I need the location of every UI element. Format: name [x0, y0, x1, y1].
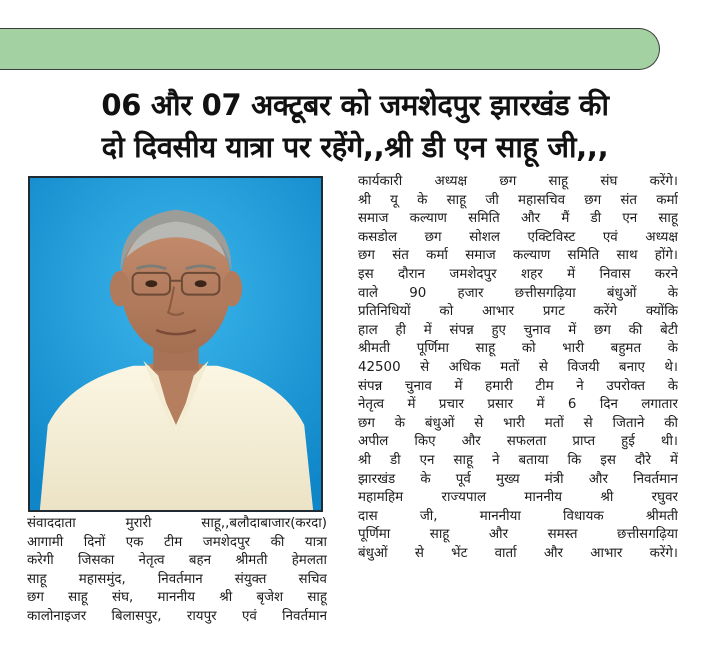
article-line: कसडोल छग सोशल एक्टिविस्ट एवं अध्यक्ष: [358, 229, 678, 245]
article-line: आगामी दिनों एक टीम जमशेदपुर की यात्रा: [27, 534, 327, 550]
article-line: अपील किए और सफलता प्राप्त हुई थी।: [358, 434, 678, 450]
headline-line-1: 06 और 07 अक्टूबर को जमशेदपुर झारखंड की: [101, 88, 609, 122]
header-band: [0, 28, 660, 70]
article-line: श्री यू के साहू जी महासचिव छग संत कर्मा: [358, 192, 678, 208]
article-line: 42500 से अधिक मतों से विजयी बनाए थे।: [358, 359, 678, 375]
article-line: वाले 90 हजार छत्तीसगढ़िया बंधुओं के: [358, 285, 678, 301]
article-line: छग साहू संघ, माननीय श्री बृजेश साहू: [27, 590, 327, 606]
article-line: श्री डी एन साहू ने बताया कि इस दौरे में: [358, 452, 678, 468]
article-line: पूर्णिमा साहू और समस्त छत्तीसगढ़िया: [358, 527, 678, 543]
article-line: साहू महासमुंद, निवर्तमान संयुक्त सचिव: [27, 571, 327, 587]
article-line: इस दौरान जमशेदपुर शहर में निवास करने: [358, 266, 678, 282]
article-line: कालोनाइजर बिलासपुर, रायपुर एवं निवर्तमान: [27, 608, 327, 624]
article-line: हाल ही में संपन्न हुए चुनाव में छग की बेटी: [358, 322, 678, 338]
headline-line-2: दो दिवसीय यात्रा पर रहेंगे,,श्री डी एन साहू जी,,,: [101, 130, 609, 164]
article-line: महामहिम राज्यपाल माननीय श्री रघुवर: [358, 490, 678, 506]
article-line: छग संत कर्मा समाज कल्याण समिति साथ होंगे।: [358, 248, 678, 264]
article-line: संपन्न चुनाव में हमारी टीम ने उपरोक्त के: [358, 378, 678, 394]
article-line: बंधुओं से भेंट वार्ता और आभार करेंगे।: [358, 545, 678, 561]
article-line: दास जी, माननीया विधायक श्रीमती: [358, 508, 678, 524]
article-line: नेतृत्व में प्रचार प्रसार में 6 दिन लगातार: [358, 397, 678, 413]
article-line: समाज कल्याण समिति और मैं डी एन साहू: [358, 211, 678, 227]
article-line: छग के बंधुओं से भारी मतों से जिताने की: [358, 415, 678, 431]
article-line: झारखंड के पूर्व मुख्य मंत्री और निवर्तमान: [358, 471, 678, 487]
article-line: श्रीमती पूर्णिमा साहू को भारी बहुमत के: [358, 341, 678, 357]
headline: [10, 84, 700, 168]
portrait-photo: [28, 176, 323, 512]
article-line: प्रतिनिधियों को आभार प्रगट करेंगे क्योंकि: [358, 304, 678, 320]
article-line: संवाददाता मुरारी साहू,,बलौदाबाजार(करदा): [27, 516, 327, 531]
portrait-illustration: [30, 178, 321, 510]
article-right-column: [358, 173, 678, 563]
article-left-column: [27, 515, 327, 627]
article-line: करेगी जिसका नेतृत्व बहन श्रीमती हेमलता: [27, 553, 327, 569]
article-line: कार्यकारी अध्यक्ष छग साहू संघ करेंगे।: [358, 174, 678, 189]
